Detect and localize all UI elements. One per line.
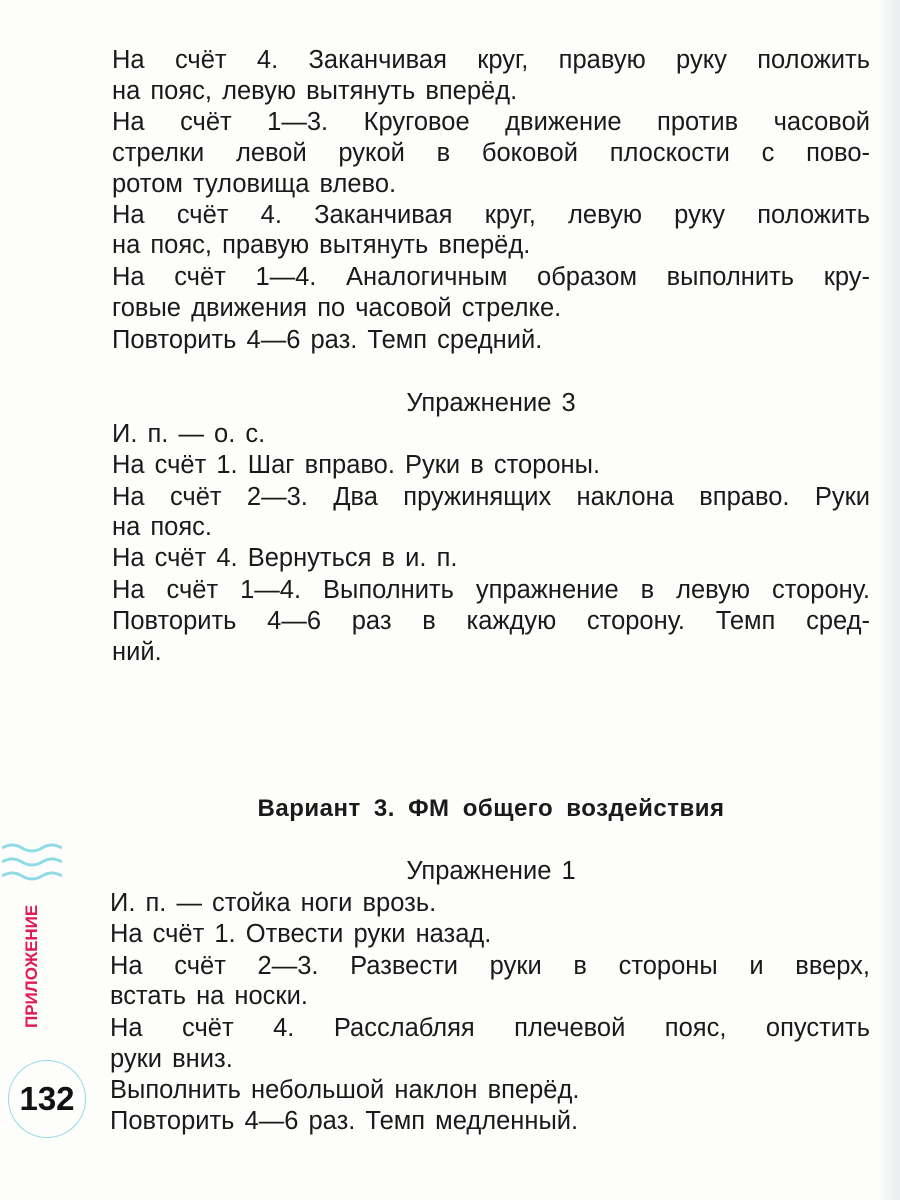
text-line: говые движения по часовой стрелке. [112,294,562,322]
text-line: стрелки левой рукой в боковой плоскости с пово- [112,139,870,167]
text-line: встать на носки. [110,982,308,1010]
page-number [8,1060,86,1138]
page-number-text: 132 [19,1080,75,1117]
text-line: на пояс, левую вытянуть вперёд. [112,77,518,105]
text-line: На счёт 2—3. Два пружинящих наклона вправо. Руки [112,483,870,511]
text-line: И. п. — стойка ноги врозь. [110,889,437,917]
exercise-1-heading: Упражнение 1 [406,857,576,885]
text-line: Выполнить небольшой наклон вперёд. [110,1076,580,1104]
text-line: ний. [112,638,162,666]
text-line: На счёт 1—4. Аналогичным образом выполнить кру- [112,263,870,291]
text-line: На счёт 1. Шаг вправо. Руки в стороны. [112,451,601,479]
text-line: на пояс, правую вытянуть вперёд. [112,231,531,259]
text-line: На счёт 4. Заканчивая круг, правую руку положить [112,46,870,74]
page-edge-shadow [878,0,900,1200]
text-line: руки вниз. [110,1045,233,1073]
text-line: На счёт 1—4. Выполнить упражнение в левую сторону. [112,576,870,604]
text-line: Повторить 4—6 раз в каждую сторону. Темп сред- [112,607,870,635]
variant-heading: Вариант 3. ФМ общего воздействия [257,795,725,822]
text-line: Повторить 4—6 раз. Темп медленный. [110,1107,579,1135]
text-line: И. п. — о. с. [112,420,266,448]
text-line: На счёт 1—3. Круговое движение против часовой [112,108,870,136]
text-line: На счёт 4. Расслабляя плечевой пояс, опустить [110,1014,870,1042]
text-line: Повторить 4—6 раз. Темп средний. [112,326,543,354]
text-line: ротом туловища влево. [112,170,397,198]
section-label: ПРИЛОЖЕНИЕ [22,904,41,1028]
text-line: На счёт 4. Заканчивая круг, левую руку положить [112,201,870,229]
wave-decoration-icon [2,840,62,882]
text-line: На счёт 4. Вернуться в и. п. [112,544,458,572]
text-line: На счёт 2—3. Развести руки в стороны и вверх, [110,952,870,980]
exercise-3-heading: Упражнение 3 [406,389,576,417]
text-line: на пояс. [112,513,212,541]
text-line: На счёт 1. Отвести руки назад. [110,920,492,948]
